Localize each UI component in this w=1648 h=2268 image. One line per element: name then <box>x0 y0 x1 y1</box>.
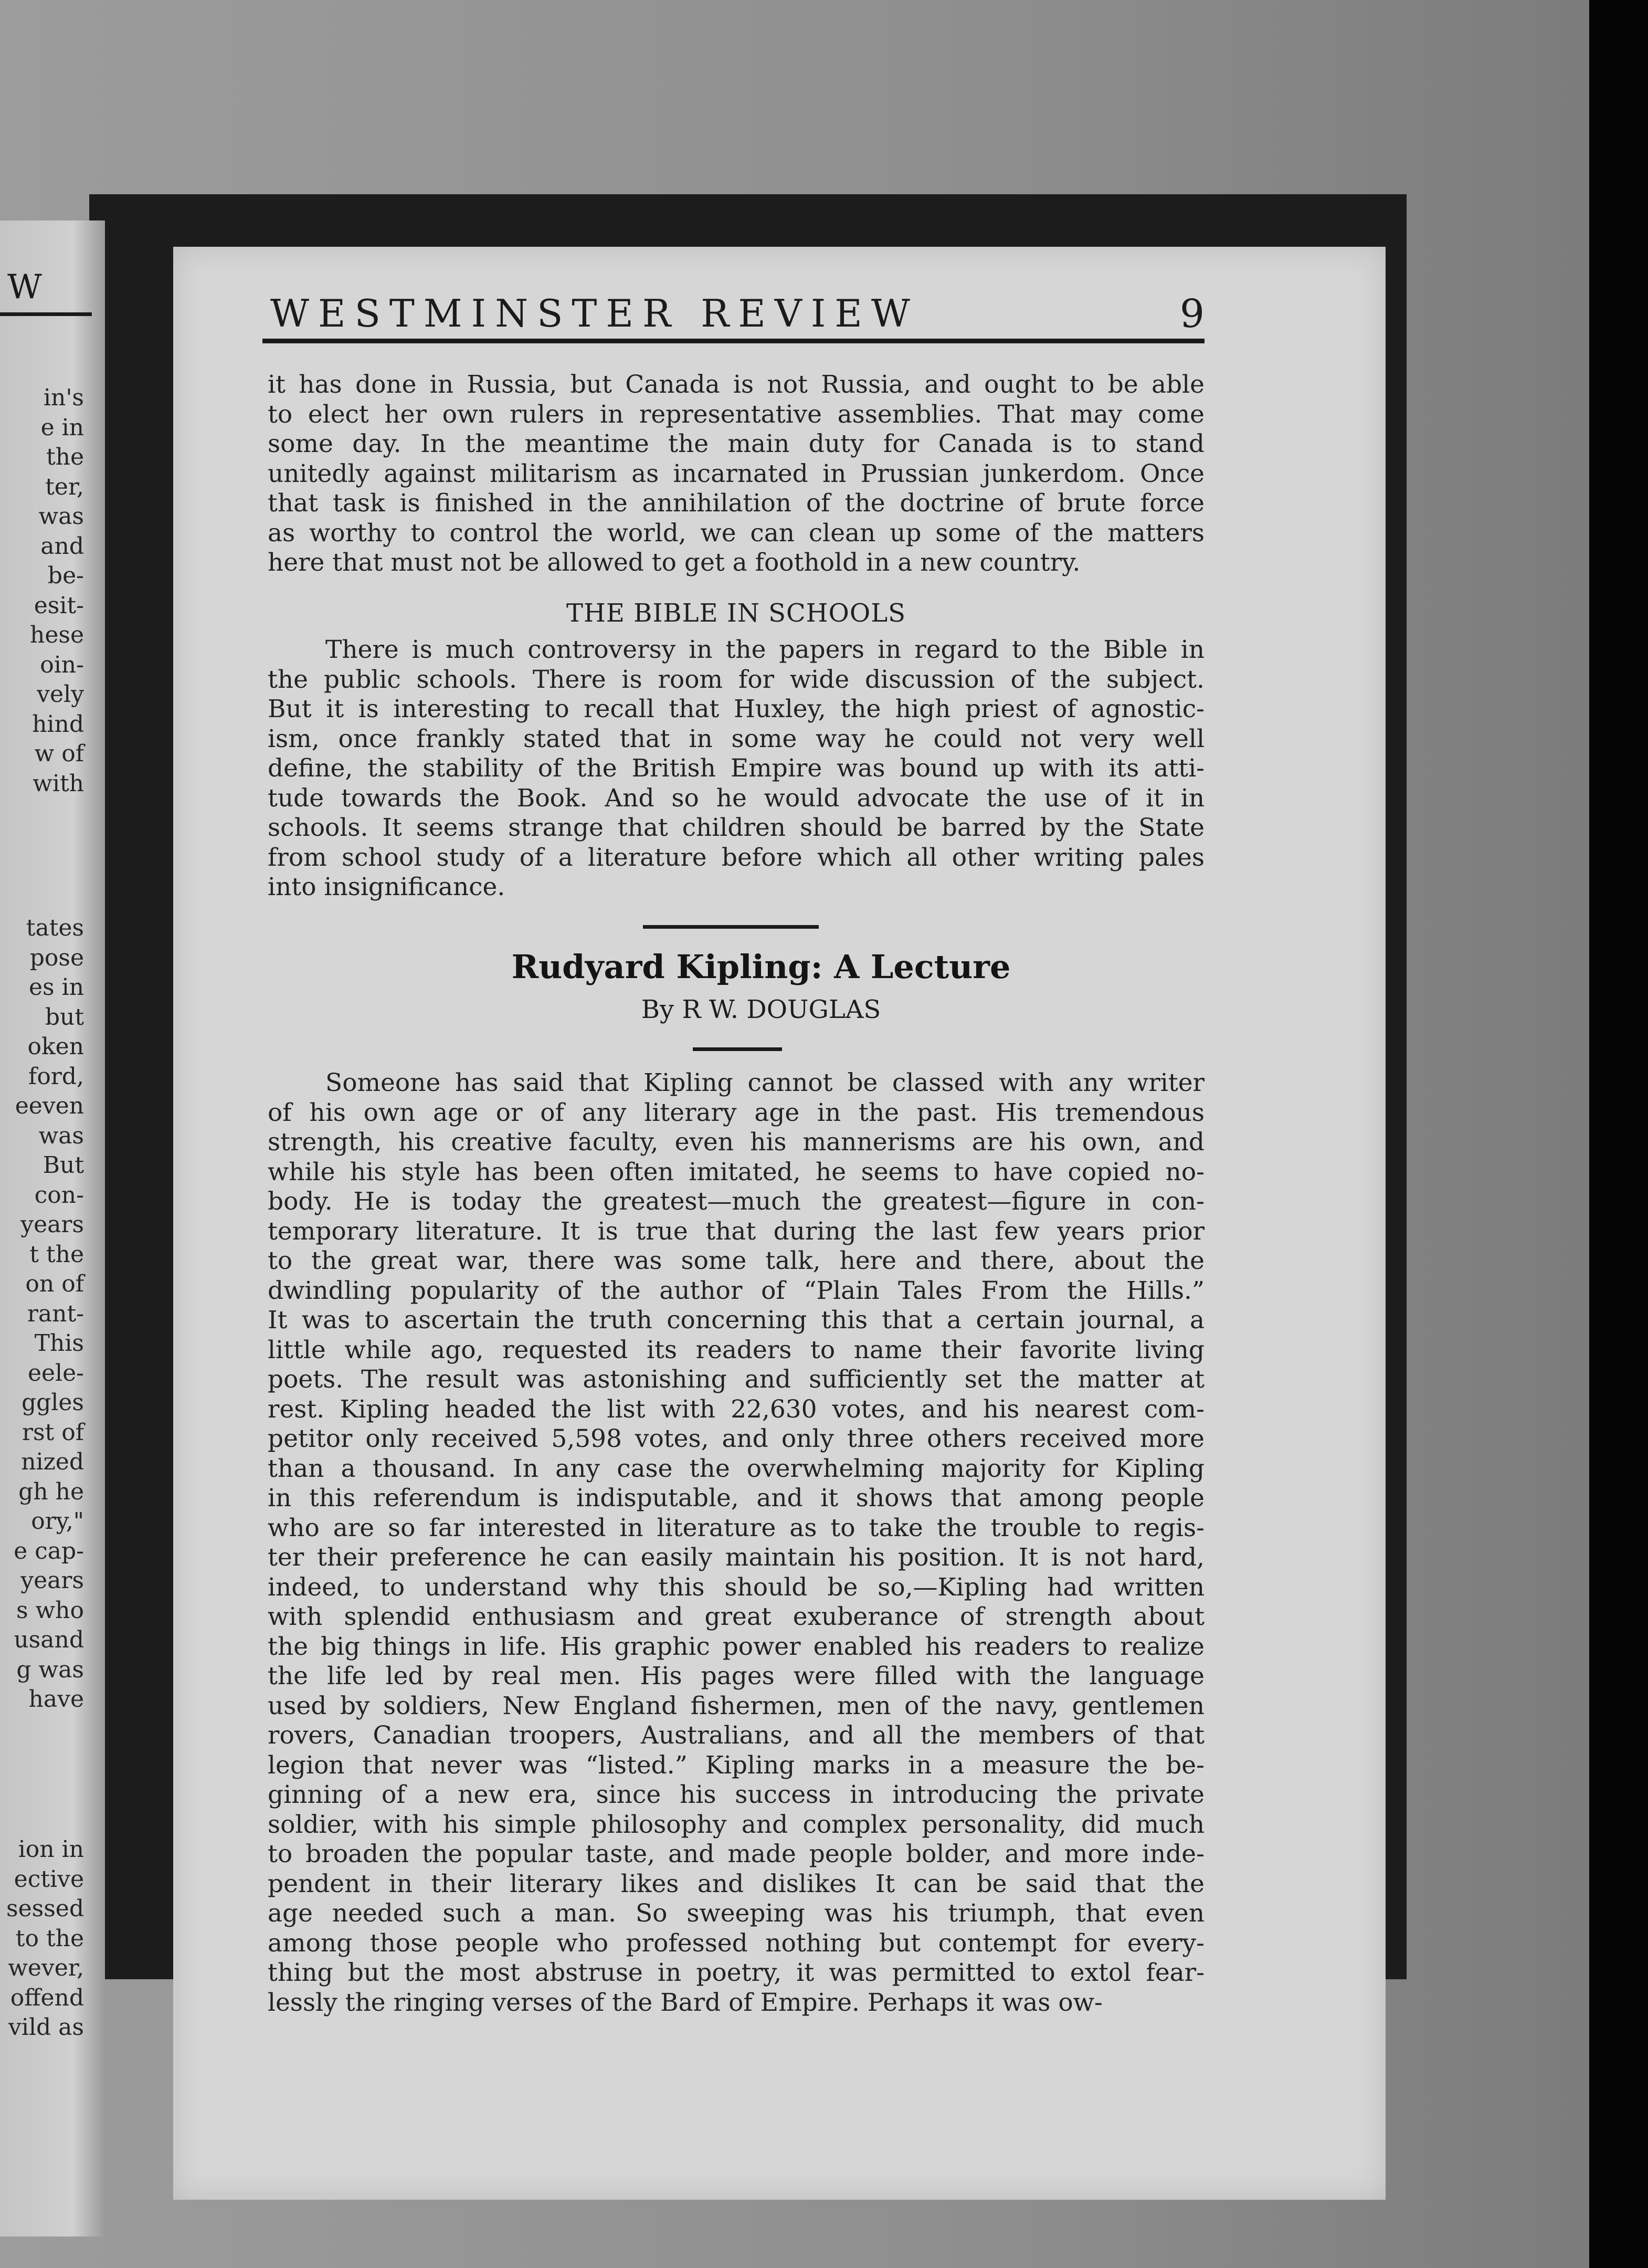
facing-page-fragment: was <box>38 503 84 530</box>
text-line: from school study of a literature before which all other writing pales <box>268 843 1205 872</box>
text-line: dwindling popularity of the author of “Plain Tales From the Hills.” <box>268 1276 1205 1305</box>
text-line: Someone has said that Kipling cannot be classed with any writer <box>325 1068 1205 1097</box>
text-line: rovers, Canadian troopers, Australians, and all the members of that <box>268 1721 1205 1750</box>
text-line: the life led by real men. His pages were filled with the language <box>268 1662 1205 1690</box>
text-line: with splendid enthusiasm and great exuberance of strength about <box>268 1602 1205 1631</box>
text-line: as worthy to control the world, we can clean up some of the matters <box>268 518 1205 548</box>
facing-page-fragment: usand <box>14 1626 84 1653</box>
page-number: 9 <box>1179 291 1205 337</box>
journal-title: WESTMINSTER REVIEW <box>270 291 919 335</box>
text-line: ism, once frankly stated that in some way he could not very well <box>268 724 1205 753</box>
facing-page-fragment: e cap- <box>14 1537 84 1564</box>
facing-page-fragment: But <box>43 1152 84 1179</box>
text-line: rest. Kipling headed the list with 22,630 votes, and his nearest com- <box>268 1394 1205 1424</box>
facing-page-fragment: nized <box>21 1448 84 1475</box>
paragraph-bible-in-schools <box>268 635 1205 902</box>
facing-page-fragment: ford, <box>28 1063 84 1090</box>
text-line: while his style has been often imitated, he seems to have copied no- <box>268 1157 1205 1186</box>
facing-page-fragment: eele- <box>27 1359 84 1387</box>
header-rule <box>262 339 1205 343</box>
text-line: the big things in life. His graphic power enabled his readers to realize <box>268 1632 1205 1661</box>
text-line: of his own age or of any literary age in the past. His tremendous <box>268 1098 1205 1127</box>
facing-page-fragment: offend <box>10 1984 84 2011</box>
facing-page-fragment: g was <box>16 1656 84 1683</box>
facing-page-fragment: ion in <box>18 1836 84 1863</box>
scan-edge-shadow <box>1589 0 1648 2268</box>
facing-page-fragment: ggles <box>21 1389 84 1416</box>
facing-page-fragment: s who <box>16 1597 84 1624</box>
facing-page-rule <box>0 312 92 316</box>
text-line: petitor only received 5,598 votes, and only three others received more <box>268 1424 1205 1453</box>
text-line: it has done in Russia, but Canada is not Russia, and ought to be able <box>268 370 1205 399</box>
text-line: unitedly against militarism as incarnated in Prussian junkerdom. Once <box>268 459 1205 488</box>
text-line: lessly the ringing verses of the Bard of Empire. Perhaps it was ow- <box>268 1988 1103 2017</box>
text-line: age needed such a man. So sweeping was his triumph, that even <box>268 1899 1205 1928</box>
facing-page-fragment: the <box>46 444 84 470</box>
text-line: to broaden the popular taste, and made people bolder, and more inde- <box>268 1840 1205 1868</box>
facing-page-fragment: years <box>20 1211 84 1238</box>
text-line: who are so far interested in literature as to take the trouble to regis- <box>268 1513 1205 1542</box>
text-line: strength, his creative faculty, even his mannerisms are his own, and <box>268 1128 1205 1157</box>
facing-page-fragment: t the <box>29 1241 84 1268</box>
text-line: into insignificance. <box>268 873 505 901</box>
text-line: among those people who professed nothing but contempt for every- <box>268 1928 1205 1958</box>
facing-page-fragment: was <box>38 1122 84 1149</box>
facing-page-fragment: eeven <box>15 1093 84 1119</box>
text-line: tude towards the Book. And so he would advocate the use of it in <box>268 783 1205 813</box>
facing-page-fragment: oken <box>27 1033 84 1060</box>
text-line: There is much controversy in the papers in regard to the Bible in <box>325 635 1205 664</box>
facing-page-fragment: but <box>45 1003 84 1031</box>
article-title: Rudyard Kipling: A Lecture <box>511 948 1011 986</box>
facing-page-fragment: w of <box>34 740 84 767</box>
facing-page-fragment: e in <box>40 414 84 441</box>
facing-page-fragment: es in <box>28 974 84 1001</box>
text-line: that task is finished in the annihilation of the doctrine of brute force <box>268 489 1205 518</box>
text-line: to the great war, there was some talk, here and there, about the <box>268 1246 1205 1275</box>
facing-page-fragment: ter, <box>45 473 84 500</box>
facing-page-fragment: on of <box>25 1270 84 1297</box>
text-line: indeed, to understand why this should be so,—Kipling had written <box>268 1572 1205 1602</box>
facing-page-fragments-top <box>30 383 84 799</box>
facing-page-fragment: be- <box>47 562 84 589</box>
text-line: It was to ascertain the truth concerning this that a certain journal, a <box>268 1306 1205 1335</box>
text-line: here that must not be allowed to get a foothold in a new country. <box>268 548 1081 577</box>
text-line: thing but the most abstruse in poetry, it was permitted to extol fear- <box>268 1958 1205 1987</box>
facing-page-fragment: vild as <box>8 2014 84 2041</box>
facing-page-fragment: and <box>40 532 84 560</box>
facing-page-fragment: have <box>28 1686 84 1713</box>
text-line: some day. In the meantime the main duty for Canada is to stand <box>268 429 1205 458</box>
facing-page-fragment: hind <box>32 710 84 738</box>
article-body <box>268 1068 1205 2018</box>
text-line: define, the stability of the British Empire was bound up with its atti- <box>268 754 1205 783</box>
facing-page-header: W <box>7 268 42 307</box>
text-line: body. He is today the greatest—much the greatest—figure in con- <box>268 1187 1205 1216</box>
text-line: poets. The result was astonishing and sufficiently set the matter at <box>268 1365 1205 1394</box>
facing-page-fragment: ory," <box>31 1508 84 1535</box>
article-divider-top <box>643 925 819 929</box>
text-line: used by soldiers, New England fishermen, men of the navy, gentlemen <box>268 1691 1205 1720</box>
text-line: little while ago, requested its readers to name their favorite living <box>268 1335 1205 1364</box>
facing-page-fragment: con- <box>34 1181 84 1209</box>
text-line: legion that never was “listed.” Kipling marks in a measure the be- <box>268 1750 1205 1780</box>
facing-page-fragments-bottom <box>6 1835 84 2043</box>
facing-page-fragment: rant- <box>27 1300 84 1327</box>
facing-page <box>0 220 105 2236</box>
facing-page-fragment: gh he <box>18 1478 84 1505</box>
paragraph-continued <box>268 370 1205 578</box>
text-line: schools. It seems strange that children should be barred by the State <box>268 813 1205 842</box>
facing-page-fragment: tates <box>26 915 84 941</box>
text-line: pendent in their literary likes and dislikes It can be said that the <box>268 1869 1205 1898</box>
article-divider-bottom <box>693 1047 782 1051</box>
facing-page-fragment: pose <box>29 944 84 971</box>
facing-page-fragment: oin- <box>40 651 84 678</box>
facing-page-fragment: esit- <box>34 592 84 619</box>
article-byline: By R W. DOUGLAS <box>641 995 881 1024</box>
facing-page-fragments-middle <box>14 914 84 1715</box>
facing-page-fragment: wever, <box>8 1955 84 1981</box>
running-head <box>270 291 1205 339</box>
text-line: But it is interesting to recall that Huxley, the high priest of agnostic- <box>268 695 1205 723</box>
facing-page-fragment: sessed <box>6 1895 84 1922</box>
text-line: soldier, with his simple philosophy and complex personality, did much <box>268 1810 1205 1839</box>
text-line: than a thousand. In any case the overwhelming majority for Kipling <box>268 1454 1205 1483</box>
facing-page-fragment: in's <box>43 384 84 411</box>
text-line: ginning of a new era, since his success in introducing the private <box>268 1780 1205 1809</box>
text-line: to elect her own rulers in representative assemblies. That may come <box>268 400 1205 429</box>
facing-page-fragment: hese <box>30 622 84 648</box>
text-line: the public schools. There is room for wide discussion of the subject. <box>268 665 1205 694</box>
facing-page-fragment: This <box>34 1330 84 1357</box>
text-line: ter their preference he can easily maintain his position. It is not hard, <box>268 1543 1205 1572</box>
text-line: in this referendum is indisputable, and it shows that among people <box>268 1484 1205 1513</box>
facing-page-fragment: to the <box>15 1925 84 1952</box>
facing-page-fragment: years <box>20 1567 84 1594</box>
section-heading: THE BIBLE IN SCHOOLS <box>566 598 906 628</box>
facing-page-fragment: with <box>33 770 84 797</box>
facing-page-fragment: vely <box>37 681 84 708</box>
facing-page-fragment: rst of <box>22 1419 84 1446</box>
text-line: temporary literature. It is true that during the last few years prior <box>268 1216 1205 1246</box>
facing-page-fragment: ective <box>14 1865 84 1893</box>
